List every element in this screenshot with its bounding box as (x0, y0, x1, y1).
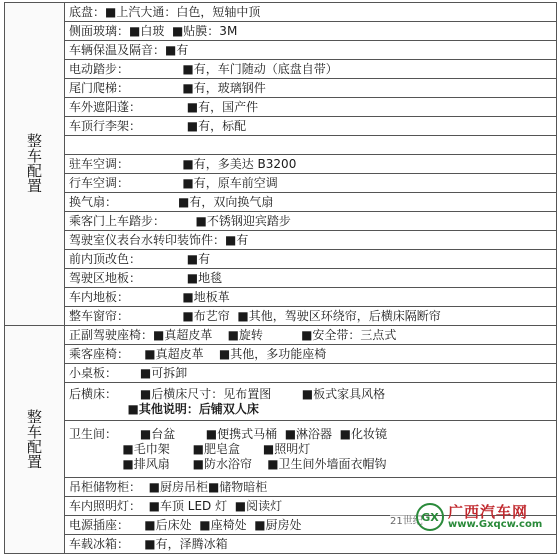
site-watermark (416, 502, 556, 532)
spec-line: 乘客门上车踏步： ■不锈钢迎宾踏步 (69, 213, 291, 228)
category-char: 车 (26, 147, 42, 165)
spec-line: ■其他说明：后铺双人床 (69, 401, 259, 416)
watermark-left: 21世纪 (390, 512, 423, 527)
spec-cell (65, 193, 557, 212)
category-char: 置 (26, 177, 42, 195)
table-row (5, 193, 557, 212)
site-logo-icon: GX (416, 503, 444, 531)
category-cell (5, 3, 65, 326)
spec-cell (65, 250, 557, 269)
spec-line: 车内地板： ■地板革 (69, 289, 230, 304)
spec-line: 侧面玻璃：■白玻 ■贴膜：3M (69, 23, 238, 38)
table-row (5, 117, 557, 136)
spec-cell (65, 60, 557, 79)
spec-line: 换气扇： ■有，双向换气扇 (69, 194, 274, 209)
table-row (5, 269, 557, 288)
table-row (5, 41, 557, 60)
spec-cell (65, 364, 557, 383)
site-url: www.Gxqcw.com (448, 518, 543, 530)
category-char: 整 (26, 407, 42, 426)
table-row (5, 60, 557, 79)
category-char: 整 (26, 132, 42, 150)
spec-line: 小桌板： ■可拆卸 (69, 365, 188, 380)
spec-cell (65, 421, 557, 478)
table-row (5, 364, 557, 383)
table-row (5, 22, 557, 41)
table-row (5, 345, 557, 364)
table-row (5, 250, 557, 269)
table-row (5, 421, 557, 478)
table-row (5, 307, 557, 326)
spec-line: 底盘：■上汽大通：白色，短轴中顶 (69, 4, 261, 19)
spec-line: 电源插座： ■后床处 ■座椅处 ■厨房处 (69, 517, 302, 532)
spec-cell (65, 231, 557, 250)
table-row (5, 79, 557, 98)
spec-table (4, 2, 557, 554)
spec-cell (65, 174, 557, 193)
spec-cell (65, 345, 557, 364)
spec-cell (65, 269, 557, 288)
spec-line: 驻车空调： ■有，多美达 B3200 (69, 156, 297, 171)
spec-line: 后横床： ■后横床尺寸：见布置图 ■板式家具风格 (69, 386, 386, 401)
table-row (5, 155, 557, 174)
spec-cell (65, 136, 557, 155)
spec-cell (65, 22, 557, 41)
spec-line: 正副驾驶座椅：■真超皮革 ■旋转 ■安全带：三点式 (69, 327, 397, 342)
table-row (5, 288, 557, 307)
site-name: 广西汽车网 (448, 502, 529, 521)
spec-cell (65, 478, 557, 497)
spec-line: 乘客座椅： ■真超皮革 ■其他，多功能座椅 (69, 346, 327, 361)
spec-line: 卫生间： ■台盆 ■便携式马桶 ■淋浴器 ■化妆镜 (69, 426, 388, 441)
spec-line: 整车窗帘： ■布艺帘 ■其他，驾驶区环绕帘，后横床隔断帘 (69, 308, 441, 323)
spec-line: 电动踏步： ■有，车门随动（底盘自带） (69, 61, 338, 76)
spec-cell (65, 98, 557, 117)
spec-cell (65, 535, 557, 554)
spec-cell (65, 212, 557, 231)
table-row (5, 174, 557, 193)
spec-line: 车外遮阳蓬： ■有，国产件 (69, 99, 259, 114)
spec-table-body (5, 3, 557, 554)
spec-line: ■毛巾架 ■肥皂盒 ■照明灯 (69, 441, 311, 456)
spec-line: 尾门爬梯： ■有，玻璃钢件 (69, 80, 266, 95)
category-char: 车 (26, 422, 42, 441)
spec-line: 行车空调： ■有，原车前空调 (69, 175, 278, 190)
spec-cell (65, 307, 557, 326)
category-char: 配 (26, 437, 42, 456)
category-char: 配 (26, 162, 42, 180)
spec-line: 车载冰箱： ■有，泽腾冰箱 (69, 536, 228, 551)
spec-cell (65, 79, 557, 98)
table-row (5, 326, 557, 345)
table-row (5, 3, 557, 22)
spec-cell (65, 41, 557, 60)
spec-cell (65, 3, 557, 22)
spec-line: 吊柜储物柜： ■厨房吊柜■储物暗柜 (69, 479, 268, 494)
category-char: 置 (26, 452, 42, 471)
spec-line: ■排风扇 ■防水浴帘 ■卫生间外墙面衣帽钩 (69, 456, 387, 471)
spec-line: 车内照明灯： ■车顶 LED 灯 ■阅读灯 (69, 498, 283, 513)
table-row (5, 231, 557, 250)
table-row (5, 535, 557, 554)
table-row (5, 383, 557, 421)
table-row (5, 212, 557, 231)
spec-line: 前内顶改色： ■有 (69, 251, 211, 266)
spec-cell (65, 288, 557, 307)
spec-cell (65, 155, 557, 174)
table-row (5, 98, 557, 117)
spec-line: 车辆保温及隔音：■有 (69, 42, 189, 57)
spec-line: 驾驶区地板： ■地毯 (69, 270, 223, 285)
table-row (5, 478, 557, 497)
table-row (5, 136, 557, 155)
spec-cell (65, 326, 557, 345)
category-cell (5, 326, 65, 554)
spec-cell (65, 383, 557, 421)
spec-line: 驾驶室仪表台水转印装饰件：■有 (69, 232, 249, 247)
spec-line: 车顶行李架： ■有，标配 (69, 118, 247, 133)
spec-cell (65, 117, 557, 136)
